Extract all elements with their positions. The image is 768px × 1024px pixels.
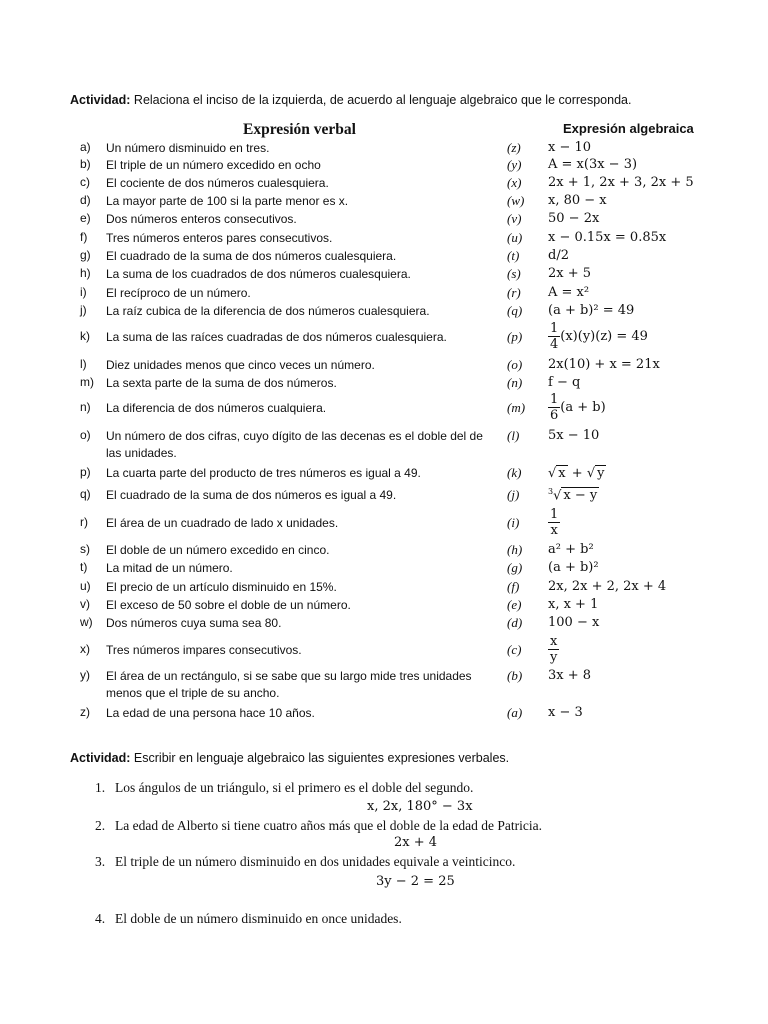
row-paren-label: (w) [507,193,525,208]
exercise-item: 1. Los ángulos de un triángulo, si el primero es el doble del segundo. [95,780,474,795]
row-algebraic-expression: $\frac{1}{4}$ (x)(y)(z) = 49 [550,321,648,352]
row-letter: f) [80,230,88,244]
row-algebraic-expression: x − 3 [548,705,583,720]
row-letter: b) [80,157,91,171]
activity-1-instruction [70,93,631,107]
row-paren-label: (s) [507,266,521,281]
row-verbal-text: El precio de un artículo disminuido en 15%. [106,580,337,594]
row-letter: o) [80,428,91,442]
row-letter: s) [80,542,90,556]
row-letter: k) [80,329,90,343]
row-algebraic-expression: (a + b)² [548,560,599,575]
row-algebraic-expression: $^3$√ x − y [548,487,598,504]
row-verbal-text: Tres números impares consecutivos. [106,643,302,657]
row-algebraic-expression: x − 0.15x = 0.85x [548,230,667,245]
row-verbal-text: El área de un cuadrado de lado x unidades. [106,516,339,530]
row-paren-label: (b) [507,668,523,683]
row-verbal-text: Dos números enteros consecutivos. [106,212,297,226]
row-verbal-text: Un número de dos cifras, cuyo dígito de las decenas es el doble del de las unidades. [106,429,483,460]
header-algebraic: Expresión algebraica [563,121,694,136]
row-letter: q) [80,487,91,501]
row-verbal-text: La edad de una persona hace 10 años. [106,706,315,720]
exercise-answer: 2x + 4 [394,835,438,850]
row-verbal-text: El doble de un número excedido en cinco. [106,543,330,557]
row-letter: e) [80,211,91,225]
activity-2-instruction [70,751,509,765]
row-paren-label: (x) [507,175,522,190]
row-algebraic-expression: x, 80 − x [548,193,607,208]
row-paren-label: (y) [507,157,522,172]
row-letter: y) [80,668,90,682]
row-verbal-text: La mitad de un número. [106,561,233,575]
row-algebraic-expression: 3x + 8 [548,668,592,683]
row-algebraic-expression: x − 10 [548,140,592,155]
row-algebraic-expression: f − q [548,375,581,390]
fraction: $\frac{1}{6}$ [550,392,559,423]
row-letter: r) [80,515,88,529]
row-paren-label: (p) [507,329,523,344]
row-paren-label: (a) [507,705,523,720]
row-letter: p) [80,465,91,479]
row-letter: u) [80,579,91,593]
row-paren-label: (c) [507,642,522,657]
row-paren-label: (e) [507,597,522,612]
row-verbal-text: La raíz cubica de la diferencia de dos números cualesquiera. [106,304,430,318]
exercise-item: 3. El triple de un número disminuido en dos unidades equivale a veinticinco. [95,854,516,869]
activity-2-text: Escribir en lenguaje algebraico las siguientes expresiones verbales. [130,751,510,765]
row-letter: z) [80,705,90,719]
row-verbal-text: Dos números cuya suma sea 80. [106,616,282,630]
row-letter: l) [80,357,87,371]
activity-1-label: Actividad: [70,93,131,107]
row-paren-label: (l) [507,428,520,443]
row-verbal-text: El cuadrado de la suma de dos números es igual a 49. [106,488,397,502]
row-letter: c) [80,175,90,189]
row-verbal-text: La suma de las raíces cuadradas de dos números cualesquiera. [106,330,447,344]
row-paren-label: (j) [507,487,520,502]
row-letter: t) [80,560,88,574]
root: x [558,466,566,481]
row-paren-label: (g) [507,560,523,575]
row-letter: i) [80,285,87,299]
row-paren-label: (k) [507,465,522,480]
row-algebraic-expression: 2x(10) + x = 21x [548,357,660,372]
row-paren-label: (h) [507,542,523,557]
row-verbal-text: El área de un rectángulo, si se sabe que su largo mide tres unidades menos que el triple de su ancho. [106,669,472,700]
row-letter: n) [80,400,91,414]
row-algebraic-expression: 2x + 1, 2x + 3, 2x + 5 [548,175,694,190]
row-verbal-text: La cuarta parte del producto de tres números es igual a 49. [106,466,421,480]
header-verbal: Expresión verbal [243,121,356,138]
row-paren-label: (z) [507,140,521,155]
row-verbal-text: El exceso de 50 sobre el doble de un número. [106,598,351,612]
row-algebraic-expression: 2x, 2x + 2, 2x + 4 [548,579,667,594]
row-algebraic-expression: 2x + 5 [548,266,592,281]
row-algebraic-expression: a² + b² [548,542,594,557]
row-letter: h) [80,266,91,280]
row-letter: w) [80,615,93,629]
row-paren-label: (r) [507,285,521,300]
row-letter: g) [80,248,91,262]
root: y [597,466,605,481]
row-algebraic-expression [548,634,559,665]
row-verbal-text: Un número disminuido en tres. [106,141,270,155]
root: x − y [563,488,598,504]
row-algebraic-expression: A = x(3x − 3) [548,157,638,172]
row-paren-label: (t) [507,248,520,263]
row-algebraic-expression: $\frac{1}{6}$ (a + b) [550,392,606,423]
row-letter: j) [80,303,87,317]
activity-2-label: Actividad: [70,751,131,765]
row-algebraic-expression [548,507,560,538]
row-algebraic-expression: d/2 [548,248,569,263]
row-algebraic-expression: A = x² [548,285,590,300]
row-verbal-text: Diez unidades menos que cinco veces un número. [106,358,375,372]
exercise-item: 2. La edad de Alberto si tiene cuatro años más que el doble de la edad de Patricia. [95,818,542,833]
row-verbal-text: El recíproco de un número. [106,286,251,300]
row-paren-label: (d) [507,615,523,630]
exercise-item: 4. El doble de un número disminuido en once unidades. [95,911,402,926]
row-verbal-text: La suma de los cuadrados de dos números cualesquiera. [106,267,411,281]
exercise-answer: x, 2x, 180° − 3x [367,799,473,814]
row-algebraic-expression: x, x + 1 [548,597,599,612]
exercise-answer: 3y − 2 = 25 [376,874,455,889]
row-verbal-text: El cuadrado de la suma de dos números cualesquiera. [106,249,397,263]
row-letter: x) [80,642,90,656]
fraction: $\frac{1}{x}$ [550,507,559,538]
row-verbal-text: El triple de un número excedido en ocho [106,158,321,172]
row-paren-label: (v) [507,211,522,226]
row-verbal-text: La mayor parte de 100 si la parte menor es x. [106,194,349,208]
row-algebraic-expression: 100 − x [548,615,600,630]
row-letter: a) [80,140,91,154]
row-letter: d) [80,193,91,207]
row-letter: v) [80,597,90,611]
fraction: $\frac{x}{y}$ [549,634,558,665]
row-paren-label: (f) [507,579,520,594]
row-verbal-text: La sexta parte de la suma de dos números. [106,376,337,390]
row-verbal-text: La diferencia de dos números cualquiera. [106,401,327,415]
row-algebraic-expression: (a + b)² = 49 [548,303,635,318]
activity-1-text: Relaciona el inciso de la izquierda, de acuerdo al lenguaje algebraico que le corresponda. [130,93,632,107]
fraction: $\frac{1}{4}$ [550,321,559,352]
row-algebraic-expression: 5x − 10 [548,428,600,443]
row-paren-label: (n) [507,375,523,390]
row-paren-label: (o) [507,357,523,372]
row-algebraic-expression: √ x + √ y [548,466,605,481]
row-verbal-text: Tres números enteros pares consecutivos. [106,231,333,245]
row-paren-label: (u) [507,230,523,245]
row-letter: m) [80,375,94,389]
row-verbal-text: El cociente de dos números cualesquiera. [106,176,329,190]
row-paren-label: (q) [507,303,523,318]
row-paren-label: (m) [507,400,526,415]
row-algebraic-expression: 50 − 2x [548,211,600,226]
row-paren-label: (i) [507,515,520,530]
